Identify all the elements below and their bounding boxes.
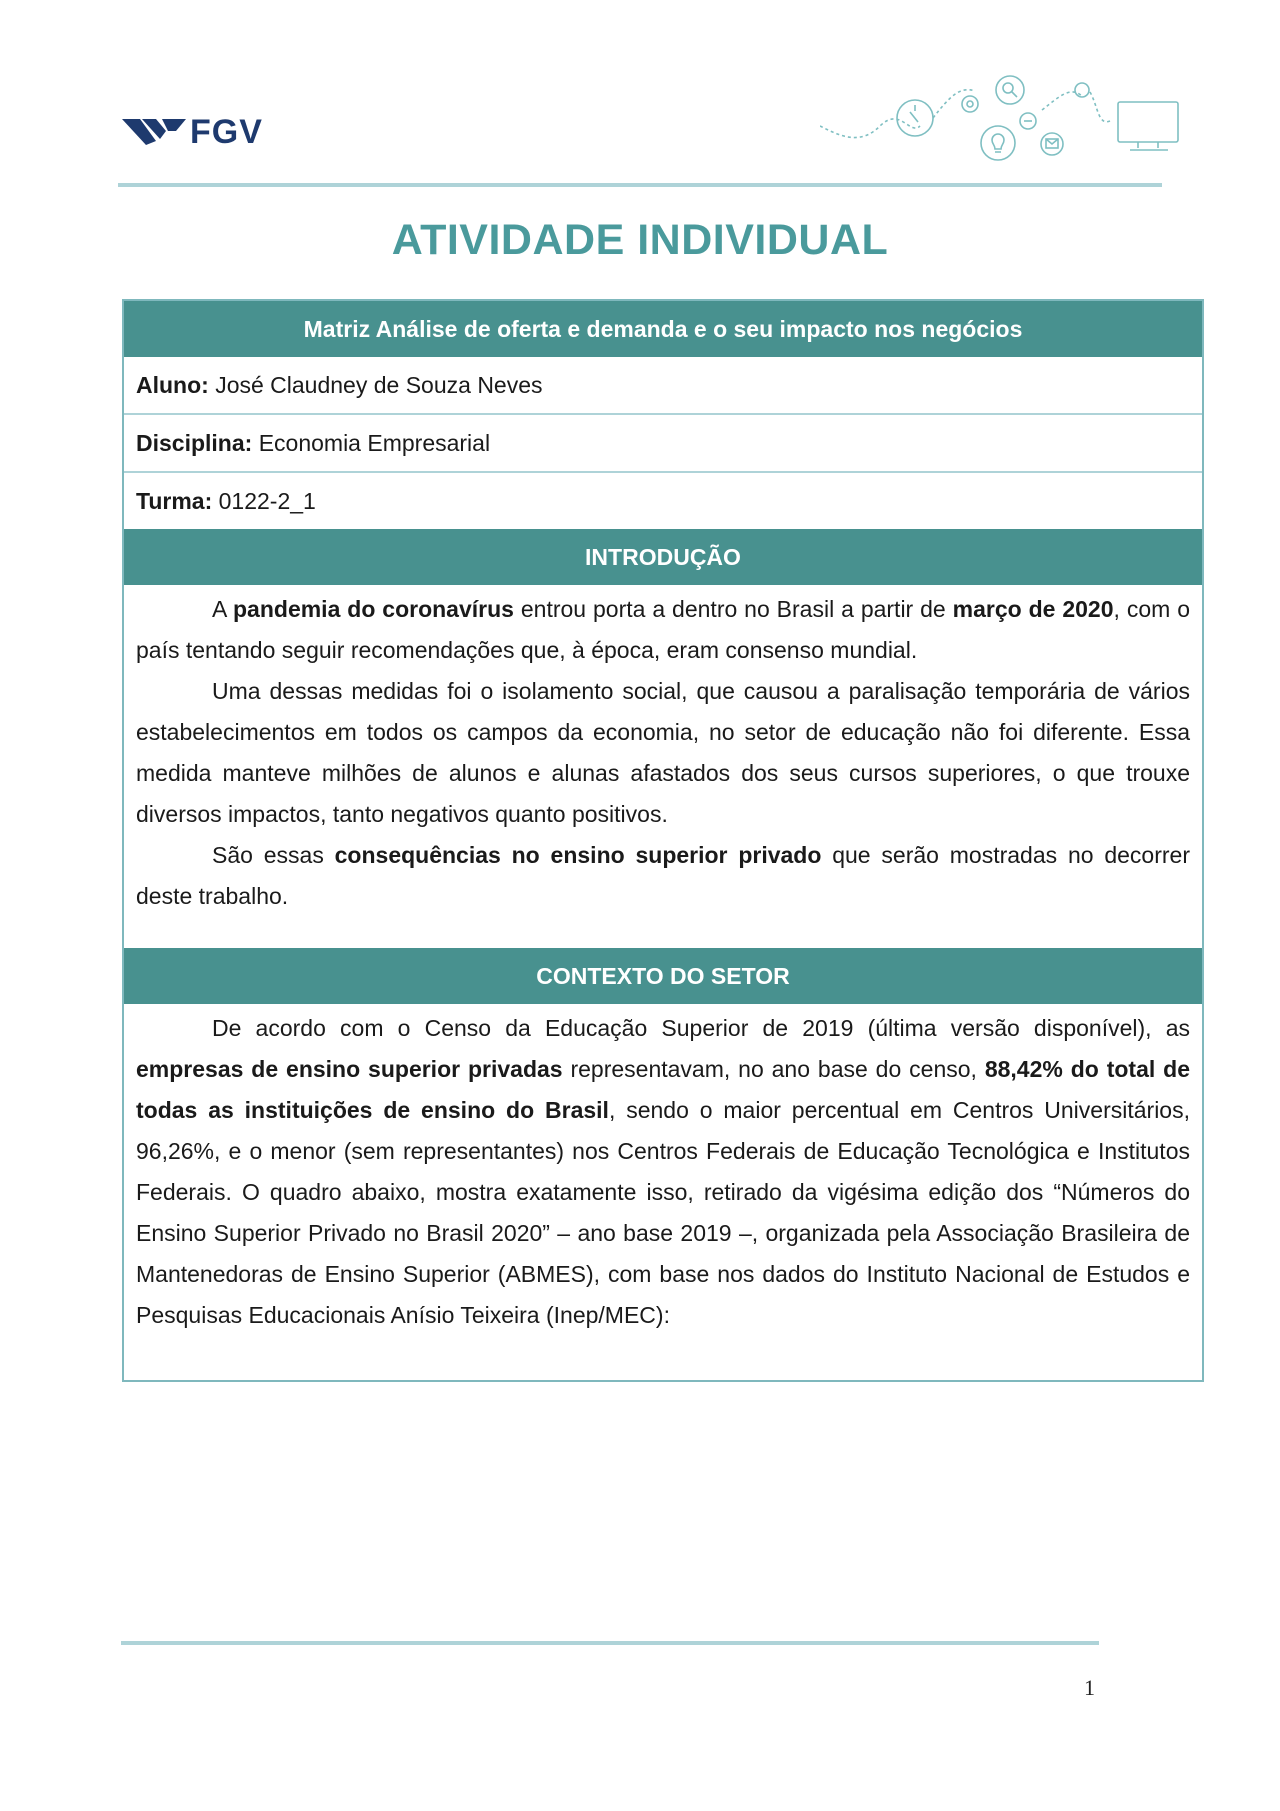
introduction-paragraph: Uma dessas medidas foi o isolamento social, que causou a paralisação temporária de vários estabelecimentos em todos os campos da economia, no setor de educação não foi diferente. Essa medida manteve milhões de alunos e alunas afastados dos seus cursos superiores, o que trouxe diversos impactos, tanto negativos quanto positivos.: [136, 678, 1190, 827]
footer-divider: [121, 1641, 1099, 1645]
course-value: Economia Empresarial: [252, 430, 491, 456]
intro-text: entrou porta a dentro no Brasil a partir de: [513, 596, 953, 622]
introduction-paragraph: [136, 589, 1190, 671]
intro-bold-text: consequências no ensino superior privado: [334, 842, 822, 868]
intro-text: , com o país tentando seguir recomendações que, à época, eram consenso mundial.: [136, 596, 1190, 663]
context-text: De acordo com o Censo da Educação Superior de 2019 (última versão disponível), as: [212, 1015, 1190, 1041]
intro-bold-text: março de 2020: [952, 596, 1114, 622]
matrix-heading: Matriz Análise de oferta e demanda e o seu impacto nos negócios: [124, 301, 1202, 357]
context-text: , sendo o maior percentual em Centros Universitários, 96,26%, e o menor (sem representantes) nos Centros Federais de Educação Tecnológica e Institutos Federais. O quadro abaixo, mostra exatamente isso, retirado da vigésima edição dos “Números do Ensino Superior Privado no Brasil 2020” – ano base 2019 –, organizada pela Associação Brasileira de Mantenedoras de Ensino Superior (ABMES), com base nos dados do Instituto Nacional de Estudos e Pesquisas Educacionais Anísio Teixeira (Inep/MEC):: [136, 1097, 1190, 1328]
page-title: ATIVIDADE INDIVIDUAL: [391, 216, 889, 264]
sector-context-heading: CONTEXTO DO SETOR: [124, 948, 1202, 1004]
introduction-body: [124, 585, 1202, 948]
sector-context-body: [124, 1004, 1202, 1380]
intro-text: que serão mostradas no decorrer deste trabalho.: [136, 842, 1190, 909]
page-number: 1: [1084, 1675, 1095, 1700]
introduction-paragraph: [136, 835, 1190, 917]
fgv-chevron-icon: [122, 117, 188, 147]
logo-text: FGV: [190, 112, 263, 151]
context-paragraph: [136, 1008, 1190, 1336]
technology-decoration-icon: [820, 66, 1180, 166]
course-row: [124, 415, 1202, 473]
context-text: representavam, no ano base do censo,: [562, 1056, 985, 1082]
student-row: [124, 357, 1202, 415]
class-value: 0122-2_1: [212, 488, 316, 514]
class-row: [124, 473, 1202, 529]
top-divider: [118, 183, 1162, 187]
student-value: José Claudney de Souza Neves: [208, 372, 543, 398]
class-label: Turma:: [136, 488, 213, 514]
introduction-heading: INTRODUÇÃO: [124, 529, 1202, 585]
fgv-logo: [122, 112, 263, 152]
activity-matrix: [122, 299, 1204, 1382]
intro-text: A: [212, 596, 233, 622]
intro-text: São essas: [212, 842, 335, 868]
course-label: Disciplina:: [136, 430, 253, 456]
intro-bold-text: pandemia do coronavírus: [233, 596, 514, 622]
context-bold-text: 88,42% do total de todas as instituições de ensino do Brasil: [136, 1056, 1190, 1123]
context-bold-text: empresas de ensino superior privadas: [136, 1056, 563, 1082]
student-label: Aluno:: [136, 372, 209, 398]
